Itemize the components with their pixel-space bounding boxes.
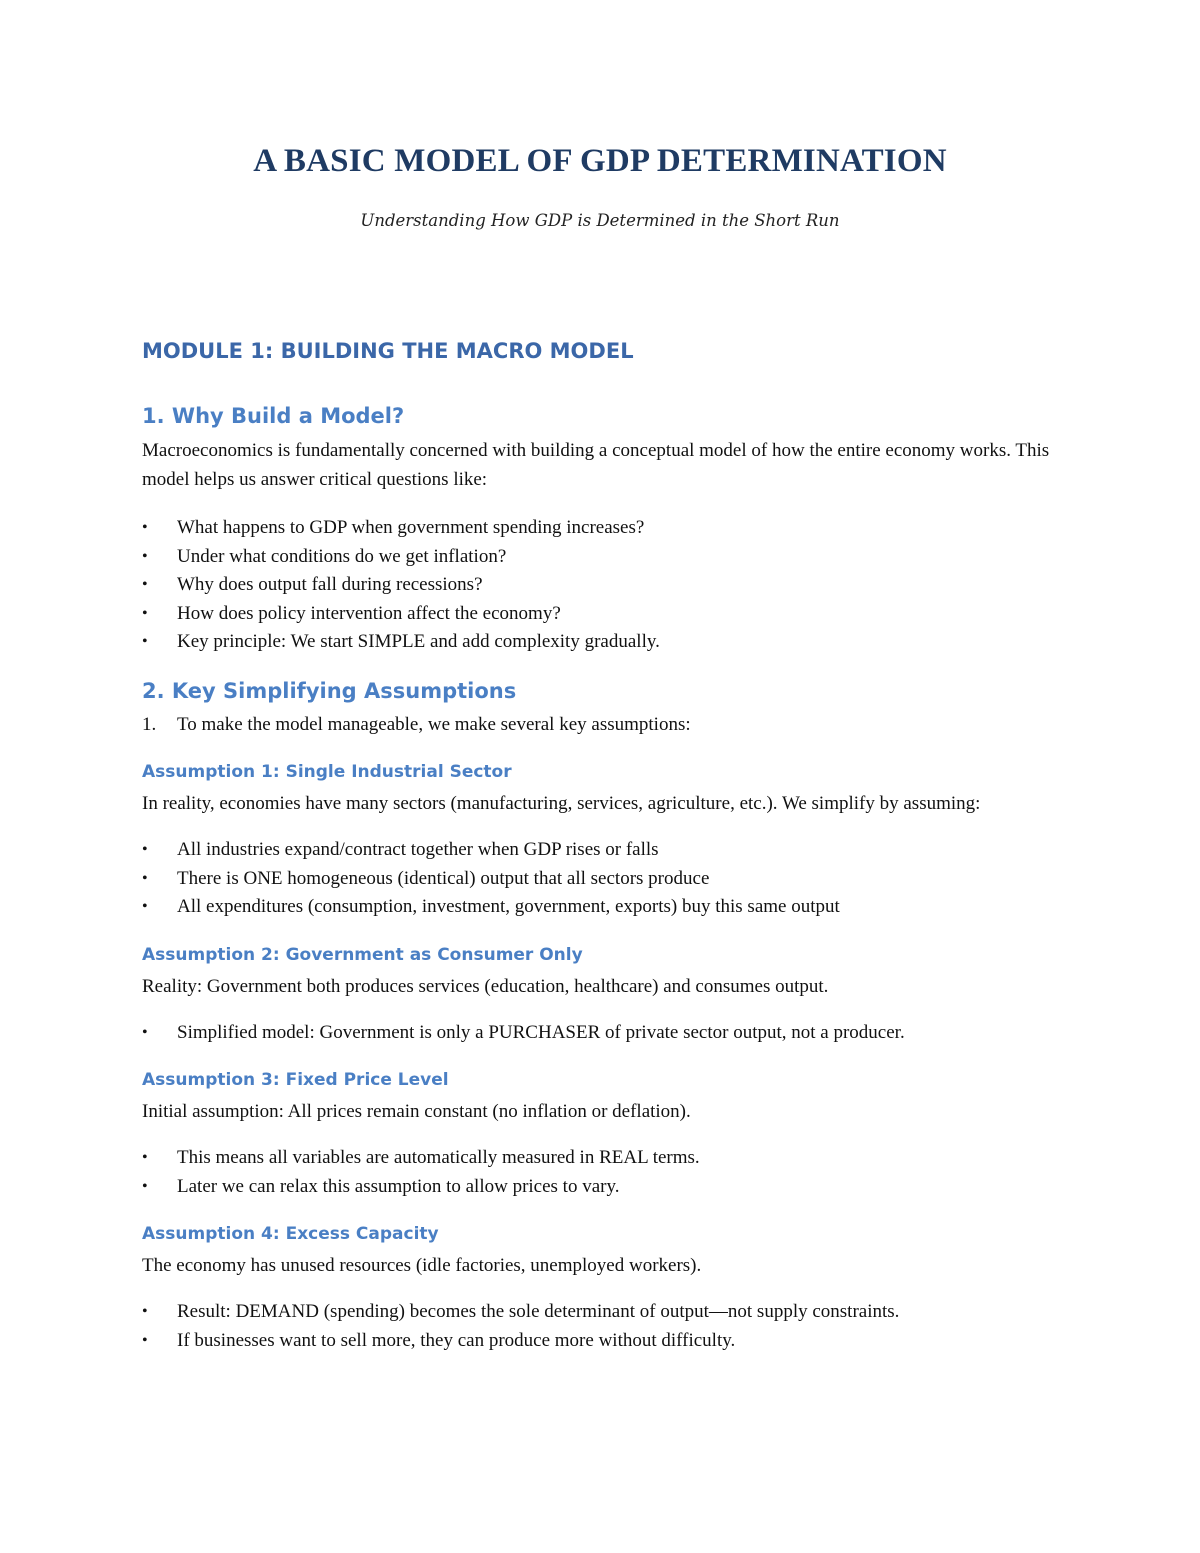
list-item-text: Key principle: We start SIMPLE and add complexity gradually. <box>177 631 660 652</box>
bullet-icon: • <box>142 841 148 858</box>
bullet-icon: • <box>142 604 148 622</box>
bullet-list <box>142 836 1058 922</box>
list-item <box>142 1298 1058 1327</box>
list-item <box>142 514 1058 543</box>
assumption-heading-1: Assumption 1: Single Industrial Sector <box>142 762 512 782</box>
list-item <box>142 865 1058 894</box>
assumption-heading-3: Assumption 3: Fixed Price Level <box>142 1070 449 1090</box>
numbered-list <box>142 711 1058 740</box>
bullet-icon: • <box>142 1177 148 1195</box>
list-item <box>142 893 1058 922</box>
bullet-icon: • <box>142 633 148 650</box>
section-paragraph: Macroeconomics is fundamentally concerned with building a conceptual model of how the entire economy works. This model helps us answer critical questions like: <box>142 440 1050 490</box>
module-heading: MODULE 1: BUILDING THE MACRO MODEL <box>142 339 634 363</box>
bullet-icon: • <box>142 547 148 565</box>
list-item <box>142 543 1058 572</box>
list-item <box>142 1019 1058 1048</box>
list-item-text: All expenditures (consumption, investment, government, exports) buy this same output <box>177 896 840 917</box>
bullet-icon: • <box>142 869 148 887</box>
list-item-text: Simplified model: Government is only a PURCHASER of private sector output, not a producer. <box>177 1021 905 1043</box>
bullet-list <box>142 1298 1058 1355</box>
document-body <box>142 334 1058 1371</box>
list-item-text: All industries expand/contract together when GDP rises or falls <box>177 839 659 860</box>
list-item-text: Result: DEMAND (spending) becomes the sole determinant of output—not supply constraints. <box>177 1301 900 1322</box>
assumption-heading-4: Assumption 4: Excess Capacity <box>142 1224 439 1244</box>
list-item-text: How does policy intervention affect the economy? <box>177 602 561 624</box>
list-item <box>142 628 1058 657</box>
list-item-text: If businesses want to sell more, they can produce more without difficulty. <box>177 1329 736 1351</box>
list-item-text: Why does output fall during recessions? <box>177 574 483 595</box>
list-item <box>142 836 1058 865</box>
list-number: 1. <box>142 713 157 735</box>
bullet-icon: • <box>142 898 148 915</box>
assumption-paragraph: Reality: Government both produces services (education, healthcare) and consumes output. <box>142 975 829 997</box>
bullet-icon: • <box>142 576 148 593</box>
assumption-paragraph: Initial assumption: All prices remain constant (no inflation or deflation). <box>142 1101 691 1122</box>
list-item-text: There is ONE homogeneous (identical) output that all sectors produce <box>177 867 710 889</box>
bullet-icon: • <box>142 1149 148 1166</box>
assumption-paragraph: The economy has unused resources (idle factories, unemployed workers). <box>142 1255 702 1276</box>
document-title: A BASIC MODEL OF GDP DETERMINATION <box>253 143 947 179</box>
assumption-heading-2: Assumption 2: Government as Consumer Only <box>142 944 583 965</box>
list-item-text: To make the model manageable, we make several key assumptions: <box>177 713 691 735</box>
assumption-paragraph: In reality, economies have many sectors (manufacturing, services, agriculture, etc.). We simplify by assuming: <box>142 793 981 814</box>
list-item <box>142 1144 1058 1173</box>
list-item-text: Under what conditions do we get inflation? <box>177 545 507 567</box>
section-heading-assumptions: 2. Key Simplifying Assumptions <box>142 678 517 703</box>
list-item <box>142 711 1058 740</box>
document-subtitle: Understanding How GDP is Determined in the Short Run <box>360 211 840 230</box>
list-item-text: This means all variables are automatically measured in REAL terms. <box>177 1147 700 1168</box>
list-item-text: Later we can relax this assumption to allow prices to vary. <box>177 1175 620 1197</box>
list-item <box>142 600 1058 629</box>
list-item-text: What happens to GDP when government spending increases? <box>177 517 645 538</box>
bullet-icon: • <box>142 1303 148 1320</box>
bullet-list <box>142 1144 1058 1201</box>
list-item <box>142 1327 1058 1356</box>
bullet-icon: • <box>142 519 148 536</box>
bullet-icon: • <box>142 1331 148 1349</box>
bullet-list <box>142 1019 1058 1048</box>
bullet-icon: • <box>142 1023 148 1041</box>
list-item <box>142 1173 1058 1202</box>
section-heading-why-build: 1. Why Build a Model? <box>142 404 405 428</box>
list-item <box>142 571 1058 600</box>
bullet-list <box>142 514 1058 657</box>
